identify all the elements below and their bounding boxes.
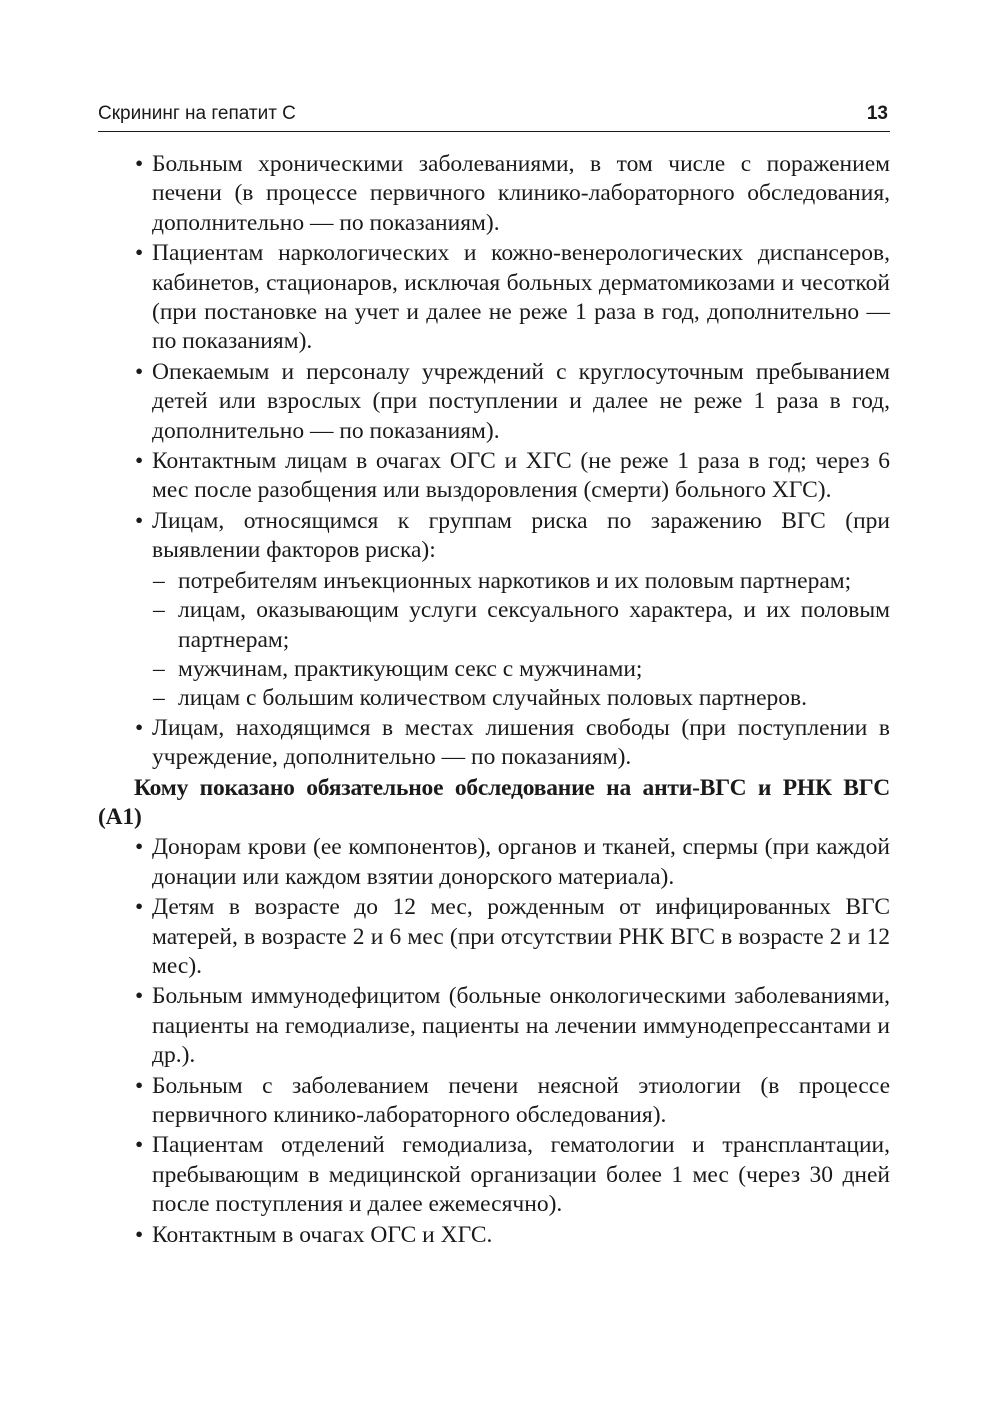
list-item: • Контактным в очагах ОГС и ХГС. bbox=[98, 1221, 890, 1250]
risk-groups-sublist bbox=[98, 567, 890, 714]
section-heading: Кому показано обязательное обследование на анти-ВГС и РНК ВГС (A1) bbox=[98, 774, 890, 830]
sublist-item: – лицам с большим количеством случайных половых партнеров. bbox=[98, 684, 890, 713]
screening-indications-list bbox=[98, 150, 890, 773]
page-body bbox=[98, 150, 890, 1251]
list-item: • Контактным лицам в очагах ОГС и ХГС (не реже 1 раза в год; через 6 мес после разобщения или выздоровления (смерти) больного ХГС). bbox=[98, 447, 890, 506]
list-item: • Лицам, находящимся в местах лишения свободы (при поступлении в учреждение, дополнительно — по показаниям). bbox=[98, 714, 890, 773]
list-item: • Донорам крови (ее компонентов), органов и тканей, спермы (при каждой донации или каждом взятии донорского материала). bbox=[98, 833, 890, 892]
list-item: • Больным иммунодефицитом (больные онкологическими заболеваниями, пациенты на гемодиализе, пациенты на лечении иммунодепрессантами и др.). bbox=[98, 982, 890, 1070]
sublist-item: – потребителям инъекционных наркотиков и их половым партнерам; bbox=[98, 567, 890, 596]
list-item: • Пациентам отделений гемодиализа, гематологии и трансплантации, пребывающим в медицинской организации более 1 мес (через 30 дней после поступления и далее ежемесячно). bbox=[98, 1131, 890, 1219]
list-item: • Больным хроническими заболеваниями, в том числе с поражением печени (в процессе первичного клинико-лабораторного обследования, дополнительно — по показаниям). bbox=[98, 150, 890, 238]
header-title: Скрининг на гепатит С bbox=[98, 103, 296, 124]
list-item: • Лицам, относящимся к группам риска по заражению ВГС (при выявлении факторов риска): bbox=[98, 507, 890, 566]
sublist-item: – мужчинам, практикующим секс с мужчинами; bbox=[98, 655, 890, 684]
mandatory-testing-list bbox=[98, 833, 890, 1250]
page-number: 13 bbox=[866, 103, 888, 124]
list-item: • Опекаемым и персоналу учреждений с круглосуточным пребыванием детей или взрослых (при поступлении и далее не реже 1 раза в год, дополнительно — по показаниям). bbox=[98, 358, 890, 446]
list-item: • Детям в возрасте до 12 мес, рожденным от инфицированных ВГС матерей, в возрасте 2 и 6 мес (при отсутствии РНК ВГС в возрасте 2 и 12 мес). bbox=[98, 893, 890, 981]
running-header bbox=[98, 101, 890, 132]
sublist-item: – лицам, оказывающим услуги сексуального характера, и их половым партнерам; bbox=[98, 596, 890, 655]
list-item: • Больным с заболеванием печени неясной этиологии (в процессе первичного клинико-лабораторного обследования). bbox=[98, 1072, 890, 1131]
list-item: • Пациентам наркологических и кожно-венерологических диспансеров, кабинетов, стационаров, исключая больных дерматомикозами и чесоткой (при постановке на учет и далее не реже 1 раза в год, дополнительно — по показаниям). bbox=[98, 239, 890, 357]
